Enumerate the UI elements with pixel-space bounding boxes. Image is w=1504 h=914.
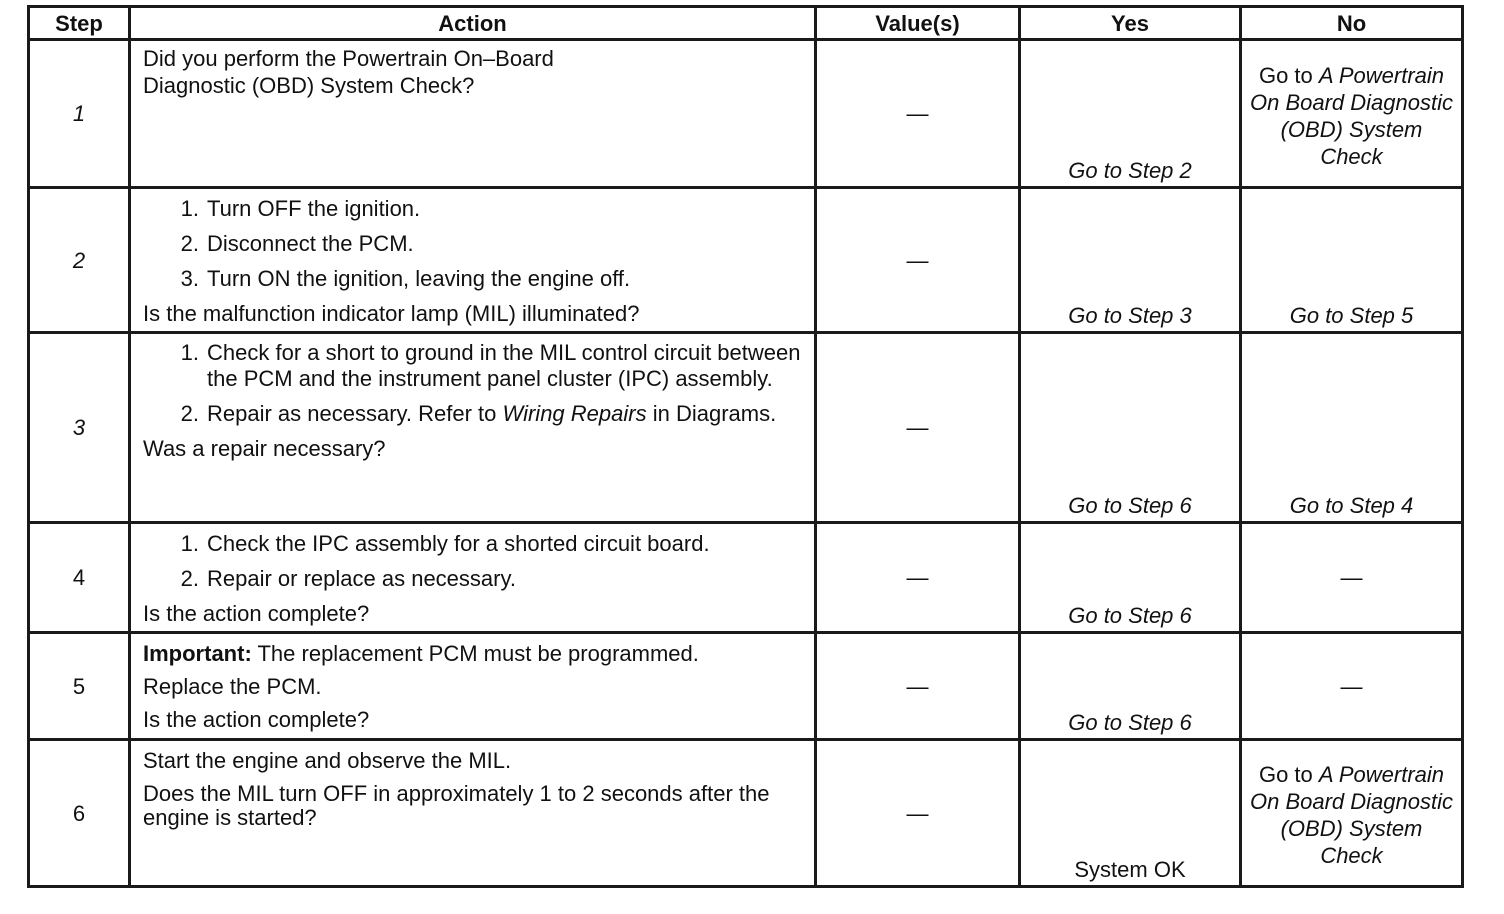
yes-goto-link[interactable]: Go to Step 6 bbox=[1020, 633, 1241, 740]
value-cell: — bbox=[816, 740, 1020, 887]
no-goto-link[interactable]: Go to Step 4 bbox=[1241, 333, 1463, 523]
header-action: Action bbox=[130, 7, 816, 40]
value-cell: — bbox=[816, 523, 1020, 633]
header-values: Value(s) bbox=[816, 7, 1020, 40]
diagnostic-table bbox=[27, 5, 1464, 888]
action-cell bbox=[130, 523, 816, 633]
list-item: 3. Turn ON the ignition, leaving the engine off. bbox=[180, 266, 631, 291]
action-question: Is the malfunction indicator lamp (MIL) illuminated? bbox=[143, 301, 640, 326]
table-row-step-5 bbox=[29, 633, 1463, 740]
list-item: 2. Repair or replace as necessary. bbox=[180, 566, 516, 591]
list-item: 2. Disconnect the PCM. bbox=[180, 231, 414, 256]
step-number: 4 bbox=[29, 523, 130, 633]
yes-goto-link[interactable]: Go to Step 3 bbox=[1020, 188, 1241, 333]
action-text: Diagnostic (OBD) System Check? bbox=[143, 73, 475, 98]
header-no: No bbox=[1241, 7, 1463, 40]
no-goto-link[interactable]: Go to Step 5 bbox=[1241, 188, 1463, 333]
list-item: 1. Check the IPC assembly for a shorted circuit board. bbox=[180, 531, 710, 556]
value-cell: — bbox=[816, 40, 1020, 188]
header-row bbox=[29, 7, 1463, 40]
value-cell: — bbox=[816, 333, 1020, 523]
step-number: 2 bbox=[29, 188, 130, 333]
no-goto-link[interactable] bbox=[1248, 761, 1455, 869]
action-step-list bbox=[143, 530, 804, 592]
action-cell bbox=[130, 188, 816, 333]
yes-goto-link[interactable]: Go to Step 6 bbox=[1020, 523, 1241, 633]
action-cell bbox=[130, 333, 816, 523]
step-number: 1 bbox=[29, 40, 130, 188]
action-cell bbox=[130, 40, 816, 188]
action-text: Did you perform the Powertrain On–Board bbox=[143, 46, 554, 71]
important-text: The replacement PCM must be programmed. bbox=[257, 641, 699, 666]
no-goto-link[interactable] bbox=[1248, 62, 1455, 170]
list-item: 1. Check for a short to ground in the MIL control circuit between the PCM and the instrument panel cluster (IPC) assembly. bbox=[180, 340, 801, 391]
no-goto-target: A Powertrain On Board Diagnostic (OBD) System Check bbox=[1250, 762, 1453, 868]
no-value-cell: — bbox=[1241, 633, 1463, 740]
step-number: 3 bbox=[29, 333, 130, 523]
list-item: 1. Turn OFF the ignition. bbox=[180, 196, 421, 221]
important-note bbox=[143, 640, 804, 667]
header-step: Step bbox=[29, 7, 130, 40]
yes-goto-link[interactable]: Go to Step 2 bbox=[1020, 40, 1241, 188]
table-row-step-6 bbox=[29, 740, 1463, 887]
table-row-step-3 bbox=[29, 333, 1463, 523]
table-row-step-1 bbox=[29, 40, 1463, 188]
no-goto-prefix: Go to bbox=[1258, 62, 1313, 88]
table-row-step-2 bbox=[29, 188, 1463, 333]
action-question: Is the action complete? bbox=[143, 601, 370, 626]
action-text: Replace the PCM. bbox=[143, 674, 322, 699]
header-yes: Yes bbox=[1020, 7, 1241, 40]
yes-goto-link[interactable]: Go to Step 6 bbox=[1020, 333, 1241, 523]
action-step-list bbox=[143, 195, 804, 292]
important-label: Important: bbox=[143, 641, 252, 666]
action-question: Does the MIL turn OFF in approximately 1 to 2 seconds after the engine is started? bbox=[143, 781, 770, 830]
no-cell bbox=[1241, 40, 1463, 188]
action-question: Is the action complete? bbox=[143, 707, 370, 732]
action-cell bbox=[130, 740, 816, 887]
no-value-cell: — bbox=[1241, 523, 1463, 633]
step-number: 5 bbox=[29, 633, 130, 740]
no-cell bbox=[1241, 740, 1463, 887]
action-text: Start the engine and observe the MIL. bbox=[143, 748, 512, 773]
no-goto-prefix: Go to bbox=[1258, 762, 1313, 787]
action-question: Was a repair necessary? bbox=[143, 436, 386, 461]
wiring-repairs-link[interactable]: Wiring Repairs bbox=[502, 401, 647, 426]
value-cell: — bbox=[816, 188, 1020, 333]
value-cell: — bbox=[816, 633, 1020, 740]
step-number: 6 bbox=[29, 740, 130, 887]
no-goto-target: A Powertrain On Board Diagnostic (OBD) System Check bbox=[1250, 62, 1453, 169]
yes-result: System OK bbox=[1020, 740, 1241, 887]
table-row-step-4 bbox=[29, 523, 1463, 633]
list-item: 2. Repair as necessary. Refer to Wiring Repairs in Diagrams. bbox=[180, 401, 777, 426]
action-step-list bbox=[143, 340, 804, 427]
action-cell bbox=[130, 633, 816, 740]
